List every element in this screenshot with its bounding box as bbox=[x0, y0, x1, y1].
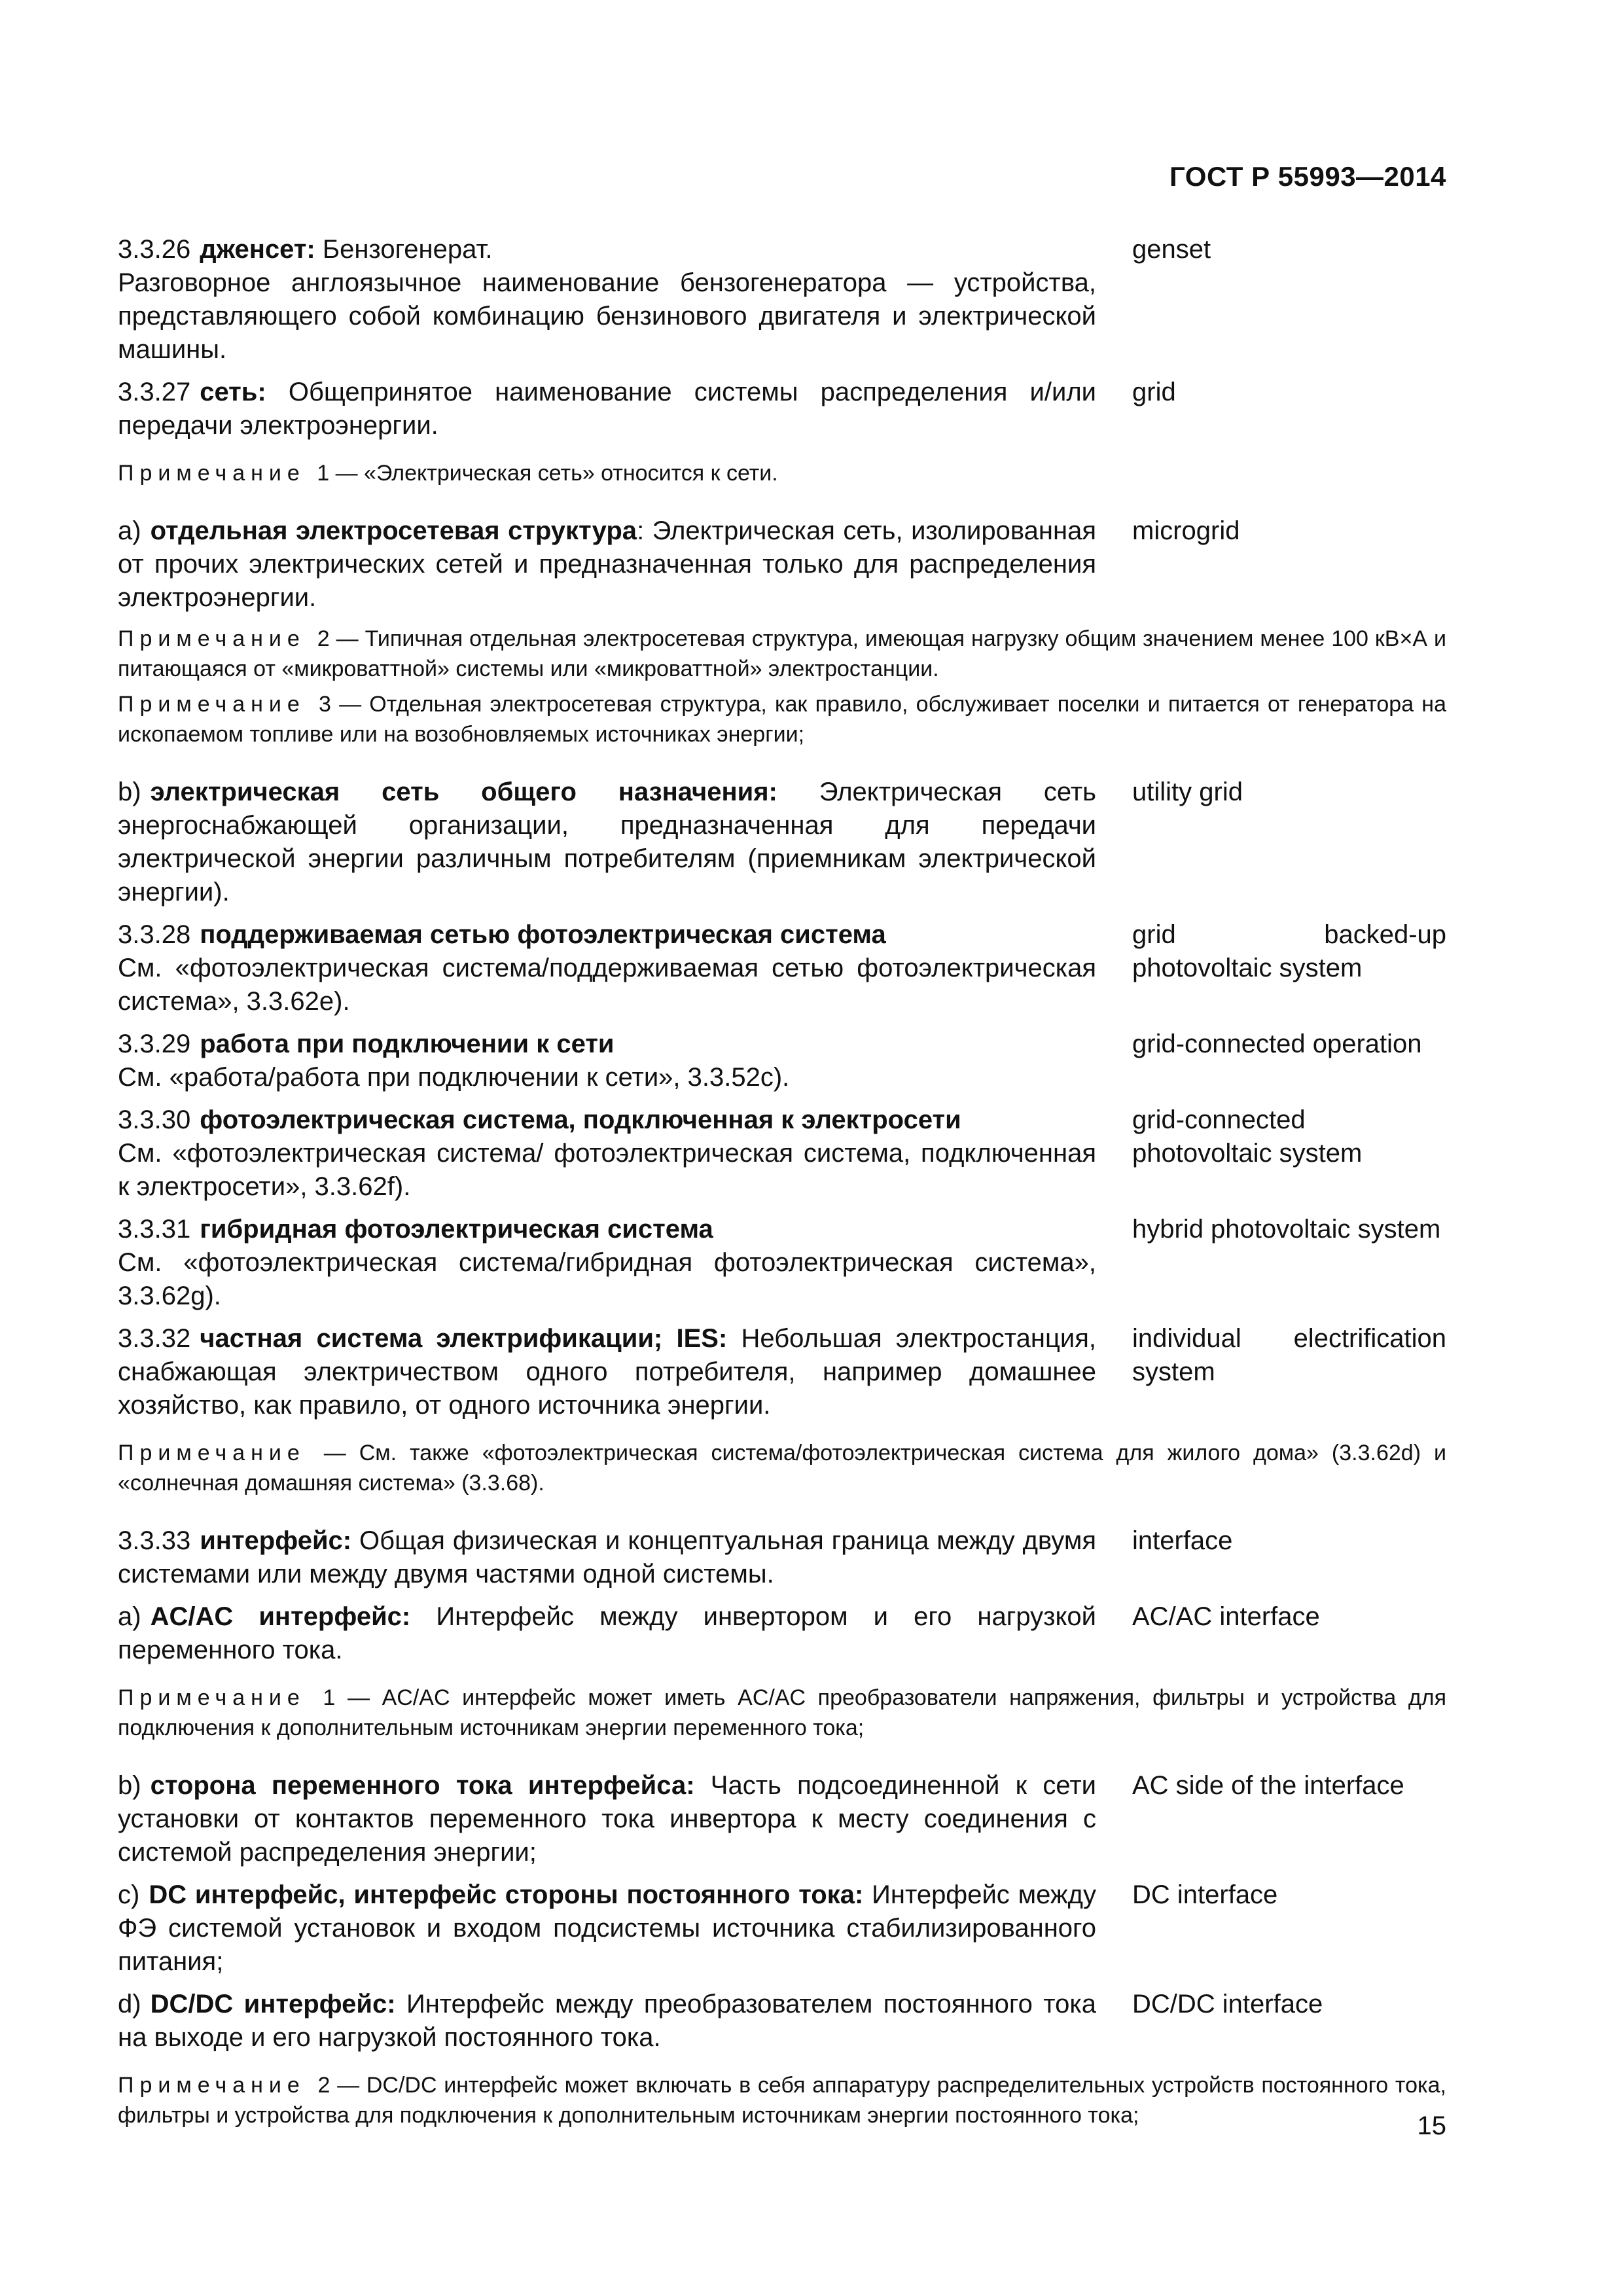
term-text-continued: См. «фотоэлектрическая система/ фотоэлектрическая система, подключенная к электросети», 3.3.62f). bbox=[118, 1139, 1096, 1201]
term-entry bbox=[118, 1322, 1446, 1422]
note-text: 3 — Отдельная электросетевая структура, как правило, обслуживает поселки и питается от генератора на ископаемом топливе или на возобновляемых источниках энергии; bbox=[118, 692, 1446, 747]
term-definition bbox=[118, 1878, 1096, 1979]
term-number: 3.3.33 bbox=[118, 1526, 191, 1555]
note bbox=[118, 624, 1446, 684]
term-text: Общая физическая и концептуальная граница между двумя системами или между двумя частями одной системы. bbox=[118, 1526, 1096, 1588]
term-name: сеть: bbox=[200, 378, 266, 406]
term-number: 3.3.26 bbox=[118, 235, 191, 264]
note-label: Примечание bbox=[118, 2073, 306, 2098]
term-name: DC/DC интерфейс: bbox=[150, 1990, 396, 2018]
note-label: Примечание bbox=[118, 1685, 306, 1710]
term-prefix: а) bbox=[118, 516, 141, 545]
term-english: AC side of the interface bbox=[1132, 1771, 1404, 1800]
term-text: Интерфейс между преобразователем постоянного тока на выходе и его нагрузкой постоянного тока. bbox=[118, 1990, 1096, 2052]
term-text: Небольшая электростанция, снабжающая электричеством одного потребителя, например домашнее хозяйство, как правило, от одного источника энергии. bbox=[118, 1324, 1097, 1420]
term-definition bbox=[118, 776, 1096, 909]
note bbox=[118, 1438, 1446, 1498]
term-entry bbox=[118, 376, 1446, 442]
term-english: genset bbox=[1132, 235, 1211, 264]
term-number: 3.3.32 bbox=[118, 1324, 191, 1353]
term-entry bbox=[118, 1769, 1446, 1869]
term-name: дженсет: bbox=[200, 235, 315, 264]
term-entry bbox=[118, 1878, 1446, 1979]
term-english: grid backed-up photovoltaic system bbox=[1132, 920, 1446, 982]
term-prefix: b) bbox=[118, 778, 141, 806]
note bbox=[118, 458, 1446, 488]
note-text: 1 — «Электрическая сеть» относится к сети. bbox=[310, 461, 778, 486]
term-name: отдельная электросетевая структура bbox=[150, 516, 637, 545]
note-text: 1 — AC/AC интерфейс может иметь AC/AC преобразователи напряжения, фильтры и устройства для подключения к дополнительным источникам энергии переменного тока; bbox=[118, 1685, 1446, 1740]
term-prefix: а) bbox=[118, 1602, 141, 1631]
term-name: поддерживаемая сетью фотоэлектрическая система bbox=[200, 920, 886, 949]
term-english: hybrid photovoltaic system bbox=[1132, 1215, 1441, 1244]
term-entry bbox=[118, 514, 1446, 615]
term-name: электрическая сеть общего назначения: bbox=[150, 778, 777, 806]
term-english: DC interface bbox=[1132, 1880, 1278, 1909]
term-english: DC/DC interface bbox=[1132, 1990, 1323, 2018]
term-entry bbox=[118, 1028, 1446, 1094]
term-definition bbox=[118, 233, 1096, 367]
term-text: Часть подсоединенной к сети установки от контактов переменного тока инвертора к месту соединения с системой распределения энергии; bbox=[118, 1771, 1096, 1867]
term-entry bbox=[118, 1103, 1446, 1204]
term-definition bbox=[118, 1988, 1096, 2054]
term-text-continued: См. «фотоэлектрическая система/поддерживаемая сетью фотоэлектрическая система», 3.3.62е). bbox=[118, 954, 1096, 1016]
term-definition bbox=[118, 376, 1096, 442]
term-entry bbox=[118, 1988, 1446, 2054]
term-text: Интерфейс между ФЭ системой установок и входом подсистемы источника стабилизированного питания; bbox=[118, 1880, 1097, 1976]
term-english: grid-connected photovoltaic system bbox=[1132, 1105, 1363, 1168]
note-text: 2 — DC/DC интерфейс может включать в себя аппаратуру распределительных устройств постоянного тока, фильтры и устройства для подключения к дополнительным источникам энергии постоянного тока; bbox=[118, 2073, 1446, 2128]
term-number: 3.3.29 bbox=[118, 1030, 191, 1058]
note-text: 2 — Типичная отдельная электросетевая структура, имеющая нагрузку общим значением менее 100 кВ×А и питающаяся от «микроваттной» системы или «микроваттной» электростанции. bbox=[118, 626, 1446, 681]
term-prefix: b) bbox=[118, 1771, 141, 1800]
term-english: individual electrification system bbox=[1132, 1324, 1446, 1386]
term-name: гибридная фотоэлектрическая система bbox=[200, 1215, 713, 1244]
term-number: 3.3.31 bbox=[118, 1215, 191, 1244]
term-definition bbox=[118, 1769, 1096, 1869]
term-text: Бензогенерат. bbox=[315, 235, 493, 264]
note-label: Примечание bbox=[118, 461, 306, 486]
term-prefix: с) bbox=[118, 1880, 140, 1909]
term-english: utility grid bbox=[1132, 778, 1243, 806]
term-text-continued: См. «работа/работа при подключении к сети», 3.3.52с). bbox=[118, 1063, 790, 1092]
term-english: AC/AC interface bbox=[1132, 1602, 1320, 1631]
term-name: сторона переменного тока интерфейса: bbox=[150, 1771, 695, 1800]
term-entry bbox=[118, 918, 1446, 1018]
term-english: grid bbox=[1132, 378, 1176, 406]
term-definition bbox=[118, 918, 1096, 1018]
note-label: Примечание bbox=[118, 692, 306, 717]
term-english: interface bbox=[1132, 1526, 1233, 1555]
term-text: Электрическая сеть энергоснабжающей организации, предназначенная для передачи электрической энергии различным потребителям (приемникам электрической энергии). bbox=[118, 778, 1097, 906]
term-text-continued: Разговорное англоязычное наименование бензогенератора — устройства, представляющего собой комбинацию бензинового двигателя и электрической машины. bbox=[118, 268, 1096, 364]
note-label: Примечание bbox=[118, 1441, 306, 1465]
term-text: : Электрическая сеть, изолированная от прочих электрических сетей и предназначенная только для распределения электроэнергии. bbox=[118, 516, 1096, 612]
standard-header: ГОСТ Р 55993—2014 bbox=[1169, 161, 1446, 192]
term-text: Общепринятое наименование системы распределения и/или передачи электроэнергии. bbox=[118, 378, 1096, 440]
term-prefix: d) bbox=[118, 1990, 141, 2018]
term-entry bbox=[118, 233, 1446, 367]
term-definition bbox=[118, 1213, 1096, 1313]
term-english: microgrid bbox=[1132, 516, 1240, 545]
note-text: — См. также «фотоэлектрическая система/фотоэлектрическая система для жилого дома» (3.3.62d) и «солнечная домашняя система» (3.3.68). bbox=[118, 1441, 1446, 1496]
term-text-continued: См. «фотоэлектрическая система/гибридная фотоэлектрическая система», 3.3.62g). bbox=[118, 1248, 1096, 1310]
term-definition bbox=[118, 1600, 1096, 1667]
term-entry bbox=[118, 1600, 1446, 1667]
note bbox=[118, 2070, 1446, 2130]
term-name: AC/AC интерфейс: bbox=[150, 1602, 411, 1631]
document-body bbox=[118, 233, 1446, 2157]
term-definition bbox=[118, 1322, 1096, 1422]
note bbox=[118, 1683, 1446, 1743]
term-definition bbox=[118, 1103, 1096, 1204]
term-entry bbox=[118, 1524, 1446, 1591]
term-definition bbox=[118, 514, 1096, 615]
term-name: работа при подключении к сети bbox=[200, 1030, 615, 1058]
term-number: 3.3.27 bbox=[118, 378, 191, 406]
term-number: 3.3.28 bbox=[118, 920, 191, 949]
term-name: фотоэлектрическая система, подключенная к электросети bbox=[200, 1105, 961, 1134]
term-entry bbox=[118, 1213, 1446, 1313]
term-text: Интерфейс между инвертором и его нагрузкой переменного тока. bbox=[118, 1602, 1096, 1664]
note bbox=[118, 689, 1446, 749]
term-name: интерфейс: bbox=[200, 1526, 352, 1555]
term-name: DC интерфейс, интерфейс стороны постоянного тока: bbox=[149, 1880, 864, 1909]
term-number: 3.3.30 bbox=[118, 1105, 191, 1134]
term-definition bbox=[118, 1028, 1096, 1094]
page-number: 15 bbox=[1417, 2111, 1446, 2140]
term-english: grid-connected operation bbox=[1132, 1030, 1422, 1058]
note-label: Примечание bbox=[118, 626, 306, 651]
term-entry bbox=[118, 776, 1446, 909]
term-name: частная система электрификации; IES: bbox=[200, 1324, 728, 1353]
term-definition bbox=[118, 1524, 1096, 1591]
